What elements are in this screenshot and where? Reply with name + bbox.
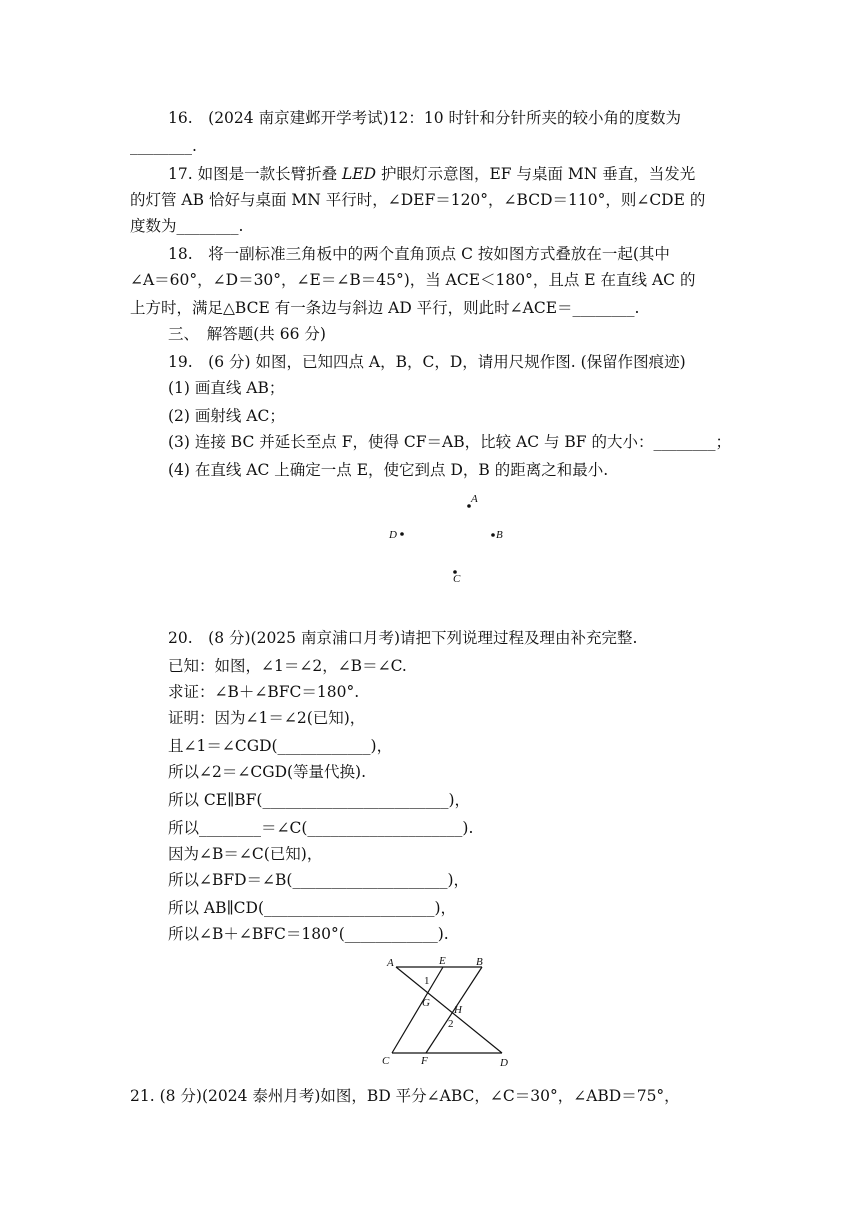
label-a: A — [471, 493, 478, 505]
q20-line-12: 所以∠B＋∠BFC＝180°(____________). — [168, 925, 449, 943]
label-b: B — [476, 956, 483, 968]
q18-line-3: 上方时，满足△BCE 有一条边与斜边 AD 平行，则此时∠ACE＝________. — [130, 299, 640, 317]
label-d: D — [500, 1057, 508, 1069]
label-f: F — [421, 1055, 428, 1067]
q20-line-10: 所以∠BFD＝∠B(____________________)， — [168, 871, 470, 889]
q20-line-4: 证明：因为∠1＝∠2(已知)， — [168, 709, 366, 727]
q20-line-1: 20. (8 分)(2025 南京浦口月考)请把下列说理过程及理由补充完整. — [168, 629, 638, 647]
q20-line-9: 因为∠B＝∠C(已知)， — [168, 845, 323, 863]
label-angle-1: 1 — [424, 975, 430, 987]
label-b: B — [496, 529, 503, 541]
point-b — [491, 533, 495, 537]
point-d — [400, 532, 404, 536]
q20-line-7: 所以 CE∥BF(________________________)， — [168, 791, 471, 809]
line-ec — [392, 967, 443, 1053]
label-h: H — [454, 1004, 462, 1016]
q16-line-2: ________. — [130, 137, 197, 155]
q19-line-1: 19. (6 分) 如图，已知四点 A，B，C，D，请用尺规作图. (保留作图痕迹) — [168, 353, 686, 371]
q19-figure — [380, 490, 520, 590]
label-g: G — [422, 997, 430, 1009]
q20-line-3: 求证：∠B＋∠BFC＝180°. — [168, 683, 360, 701]
q17-line-2: 的灯管 AB 恰好与桌面 MN 平行时，∠DEF＝120°，∠BCD＝110°，则∠CDE 的 — [130, 191, 706, 209]
q19-line-5: (4) 在直线 AC 上确定一点 E，使它到点 D，B 的距离之和最小. — [168, 461, 609, 479]
label-c: C — [453, 573, 461, 585]
q17-text-c: 护眼灯示意图，EF 与桌面 MN 垂直，当发光 — [376, 165, 696, 183]
q16-line-1: 16. (2024 南京建邺开学考试)12：10 时针和分针所夹的较小角的度数为 — [168, 109, 681, 127]
q17-line-1 — [168, 164, 695, 184]
q18-line-2: ∠A＝60°，∠D＝30°，∠E＝∠B＝45°)，当 ACE＜180°，且点 E 在直线 AC 的 — [130, 271, 696, 289]
q20-line-2: 已知：如图，∠1＝∠2，∠B＝∠C. — [168, 657, 407, 675]
label-e: E — [439, 955, 446, 967]
q17-line-3: 度数为________. — [130, 217, 244, 235]
q20-line-11: 所以 AB∥CD(______________________)， — [168, 899, 457, 917]
q18-line-1: 18. 将一副标准三角板中的两个直角顶点 C 按如图方式叠放在一起(其中 — [168, 245, 670, 263]
label-angle-2: 2 — [448, 1018, 454, 1030]
line-ad — [396, 967, 502, 1053]
label-d: D — [389, 529, 397, 541]
section-heading: 三、 解答题(共 66 分) — [168, 325, 326, 343]
q20-line-6: 所以∠2＝∠CGD(等量代换). — [168, 763, 367, 781]
label-c: C — [382, 1055, 390, 1067]
q17-led: LED — [342, 165, 377, 183]
label-a: A — [387, 957, 394, 969]
q20-line-5: 且∠1＝∠CGD(____________)， — [168, 737, 393, 755]
q20-line-8: 所以________＝∠C(____________________). — [168, 819, 474, 837]
q19-line-2: (1) 画直线 AB； — [168, 379, 285, 397]
q21-line-1: 21. (8 分)(2024 泰州月考)如图，BD 平分∠ABC，∠C＝30°，∠ABD＝75°， — [130, 1087, 680, 1105]
q19-line-3: (2) 画射线 AC； — [168, 407, 285, 425]
q19-line-4: (3) 连接 BC 并延长至点 F，使得 CF＝AB，比较 AC 与 BF 的大小：________； — [168, 433, 731, 451]
q20-figure — [376, 954, 526, 1074]
q17-text-a: 17. 如图是一款长臂折叠 — [168, 165, 343, 183]
